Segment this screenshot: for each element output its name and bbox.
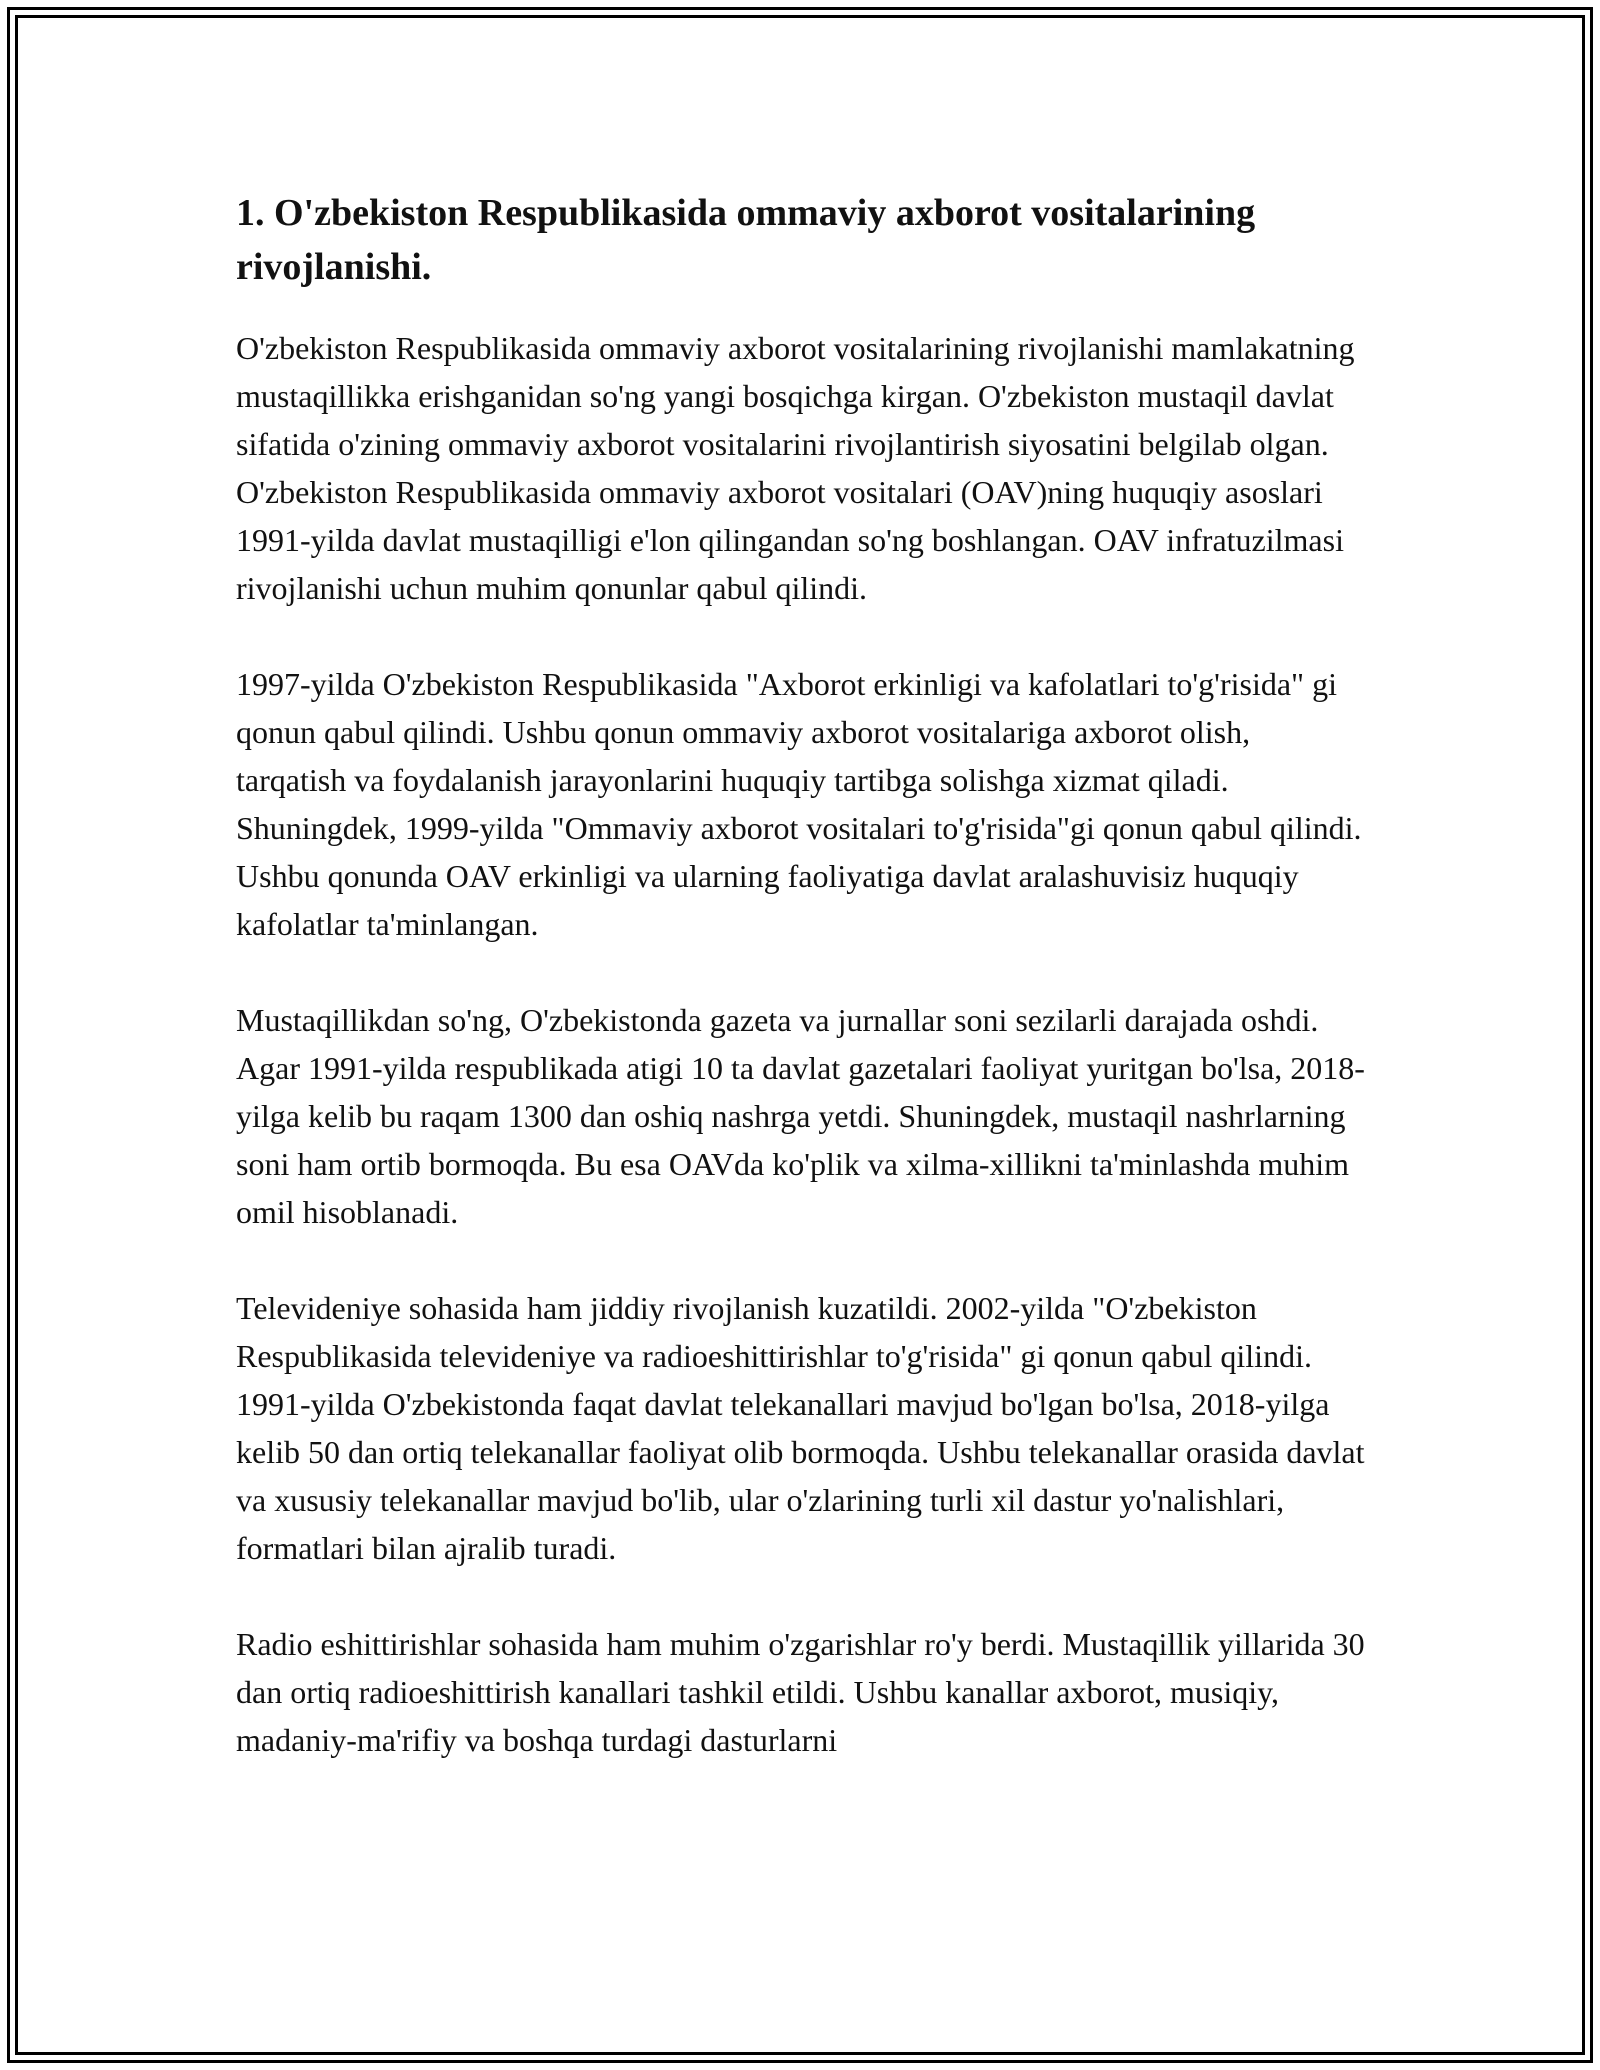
paragraph-laws: 1997-yilda O'zbekiston Respublikasida "Axborot erkinligi va kafolatlari to'g'risida" gi qonun qabul qilindi. Ushbu qonun ommaviy axborot vositalariga axborot olish, tarqatish va foydalanish jarayonlarini huquqiy tartibga solishga xizmat qiladi. Shuningdek, 1999-yilda "Ommaviy axborot vositalari to'g'risida"gi qonun qabul qilindi. Ushbu qonunda OAV erkinligi va ularning faoliyatiga davlat aralashuvisiz huquqiy kafolatlar ta'minlangan. xyxy=(236,666,1362,942)
paragraph-legal-basis: O'zbekiston Respublikasida ommaviy axborot vositalarining rivojlanishi mamlakatning mustaqillikka erishganidan so'ng yangi bosqichga kirgan. O'zbekiston mustaqil davlat sifatida o'zining ommaviy axborot vositalarini rivojlantirish siyosatini belgilab olgan. O'zbekiston Respublikasida ommaviy axborot vositalari (OAV)ning huquqiy asoslari 1991-yilda davlat mustaqilligi e'lon qilingandan so'ng boshlangan. OAV infratuzilmasi rivojlanishi uchun muhim qonunlar qabul qilindi. xyxy=(236,330,1355,606)
paragraph-radio: Radio eshittirishlar sohasida ham muhim o'zgarishlar ro'y berdi. Mustaqillik yillarida 30 dan ortiq radioeshittirish kanallari tashkil etildi. Ushbu kanallar axborot, musiqiy, madaniy-ma'rifiy va boshqa turdagi dasturlarni xyxy=(236,1626,1365,1758)
paragraph-print-media: Mustaqillikdan so'ng, O'zbekistonda gazeta va jurnallar soni sezilarli darajada oshdi. Agar 1991-yilda respublikada atigi 10 ta davlat gazetalari faoliyat yuritgan bo'lsa, 2018-yilga kelib bu raqam 1300 dan oshiq nashrga yetdi. Shuningdek, mustaqil nashrlarning soni ham ortib bormoqda. Bu esa OAVda ko'plik va xilma-xillikni ta'minlashda muhim omil hisoblanadi. xyxy=(236,1002,1365,1230)
section-title: 1. O'zbekiston Respublikasida ommaviy axborot vositalarining rivojlanishi. xyxy=(236,192,1256,288)
paragraph-television: Televideniye sohasida ham jiddiy rivojlanish kuzatildi. 2002-yilda "O'zbekiston Respublikasida televideniye va radioeshittirishlar to'g'risida" gi qonun qabul qilindi. 1991-yilda O'zbekistonda faqat davlat telekanallari mavjud bo'lgan bo'lsa, 2018-yilga kelib 50 dan ortiq telekanallar faoliyat olib bormoqda. Ushbu telekanallar orasida davlat va xususiy telekanallar mavjud bo'lib, ular o'zlarining turli xil dastur yo'nalishlari, formatlari bilan ajralib turadi. xyxy=(236,1290,1365,1566)
document-body xyxy=(236,186,1366,1812)
